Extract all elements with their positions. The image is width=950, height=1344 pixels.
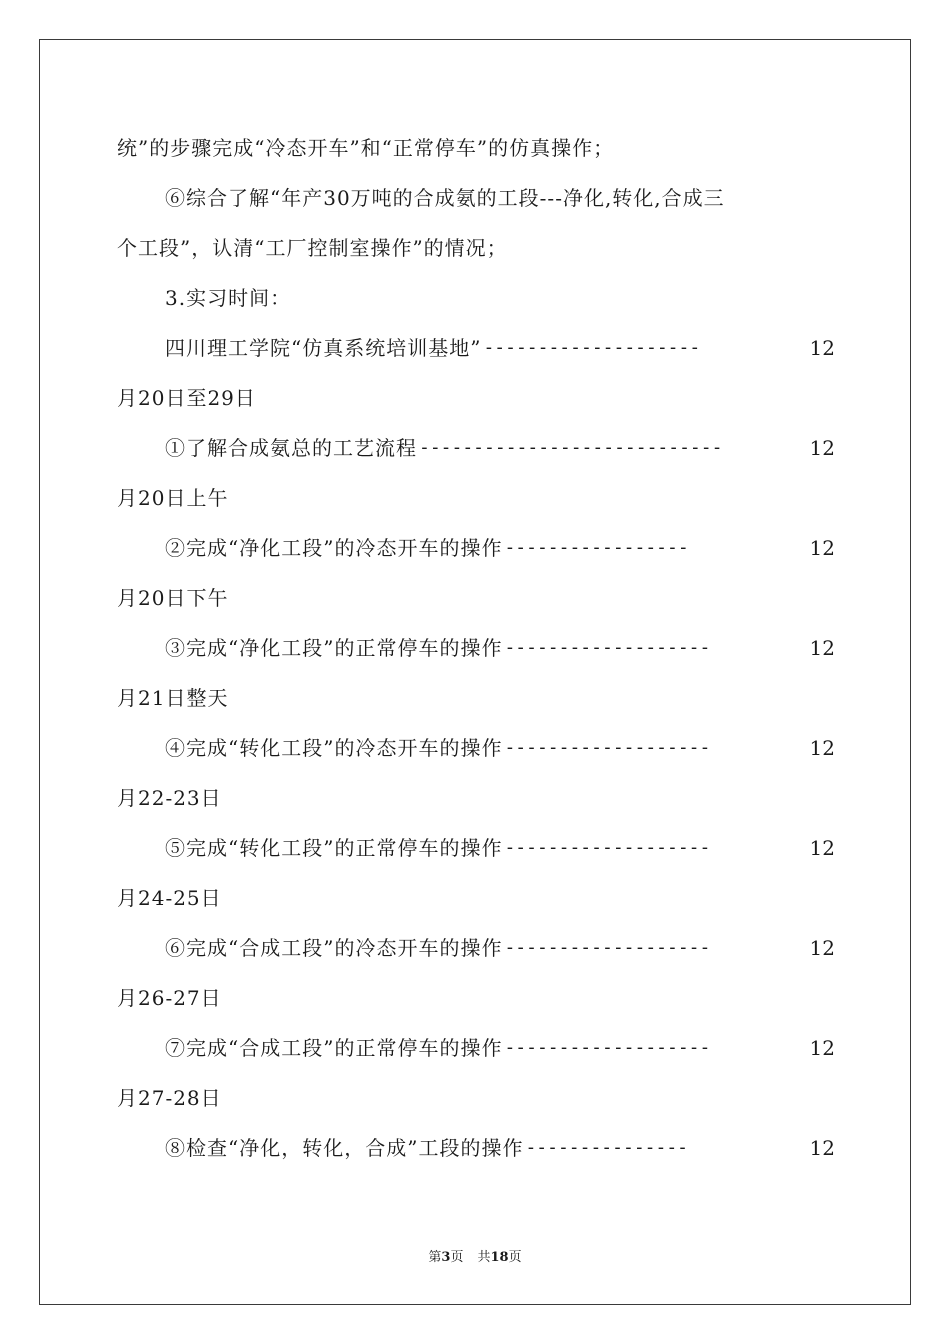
paragraph-line: 统”的步骤完成“冷态开车”和“正常停车”的仿真操作； (117, 136, 615, 160)
leader-dashes: ----------------- (504, 537, 689, 558)
schedule-month: 12 (809, 836, 835, 860)
schedule-task: ②完成“净化工段”的冷态开车的操作 (165, 536, 503, 560)
paragraph-line: 个工段”，认清“工厂控制室操作”的情况； (117, 236, 508, 260)
schedule-month: 12 (809, 936, 835, 960)
leader-dashes: ------------------- (504, 637, 711, 658)
schedule-item (117, 823, 835, 873)
schedule-task: ⑧检查“净化，转化，合成”工段的操作 (165, 1136, 524, 1160)
schedule-date: 月20日至29日 (117, 386, 256, 410)
schedule-month: 12 (809, 636, 835, 660)
schedule-item (117, 323, 835, 373)
leader-dashes: ------------------- (504, 1037, 711, 1058)
schedule-task: ①了解合成氨总的工艺流程 (165, 436, 417, 460)
schedule-date: 月26-27日 (117, 986, 222, 1010)
schedule-item (117, 423, 835, 473)
leader-dashes: --------------- (525, 1137, 689, 1158)
schedule-task: 四川理工学院“仿真系统培训基地” (165, 336, 482, 360)
leader-dashes: ------------------- (504, 837, 711, 858)
schedule-month: 12 (809, 1136, 835, 1160)
leader-dashes: ------------------- (504, 737, 711, 758)
schedule-item (117, 623, 835, 673)
schedule-date: 月20日下午 (117, 586, 229, 610)
page-footer (0, 1246, 950, 1265)
schedule-item (117, 923, 835, 973)
schedule-item (117, 1023, 835, 1073)
schedule-task: ④完成“转化工段”的冷态开车的操作 (165, 736, 503, 760)
schedule-item (117, 523, 835, 573)
schedule-task: ⑤完成“转化工段”的正常停车的操作 (165, 836, 503, 860)
schedule-month: 12 (809, 536, 835, 560)
paragraph-line: ⑥综合了解“年产30万吨的合成氨的工段---净化,转化,合成三 (165, 186, 725, 210)
schedule-date: 月22-23日 (117, 786, 222, 810)
schedule-item (117, 723, 835, 773)
leader-dashes: ---------------------------- (419, 437, 723, 458)
schedule-date: 月21日整天 (117, 686, 229, 710)
page-number: 3 (441, 1250, 451, 1265)
schedule-task: ⑥完成“合成工段”的冷态开车的操作 (165, 936, 503, 960)
schedule-month: 12 (809, 1036, 835, 1060)
total-suffix: 页 (508, 1250, 522, 1265)
page-suffix: 页 (450, 1250, 464, 1265)
document-body (117, 123, 835, 1173)
schedule-task: ③完成“净化工段”的正常停车的操作 (165, 636, 503, 660)
schedule-list (117, 323, 835, 1173)
schedule-task: ⑦完成“合成工段”的正常停车的操作 (165, 1036, 503, 1060)
schedule-month: 12 (809, 436, 835, 460)
page-prefix: 第 (428, 1250, 442, 1265)
schedule-date: 月27-28日 (117, 1086, 222, 1110)
leader-dashes: ------------------- (504, 937, 711, 958)
total-prefix: 共 (477, 1250, 491, 1265)
leader-dashes: -------------------- (483, 337, 701, 358)
schedule-date: 月24-25日 (117, 886, 222, 910)
schedule-item (117, 1123, 835, 1173)
schedule-date: 月20日上午 (117, 486, 229, 510)
schedule-month: 12 (809, 736, 835, 760)
section-heading: 3.实习时间： (165, 286, 292, 310)
schedule-month: 12 (809, 336, 835, 360)
total-pages: 18 (490, 1250, 509, 1265)
